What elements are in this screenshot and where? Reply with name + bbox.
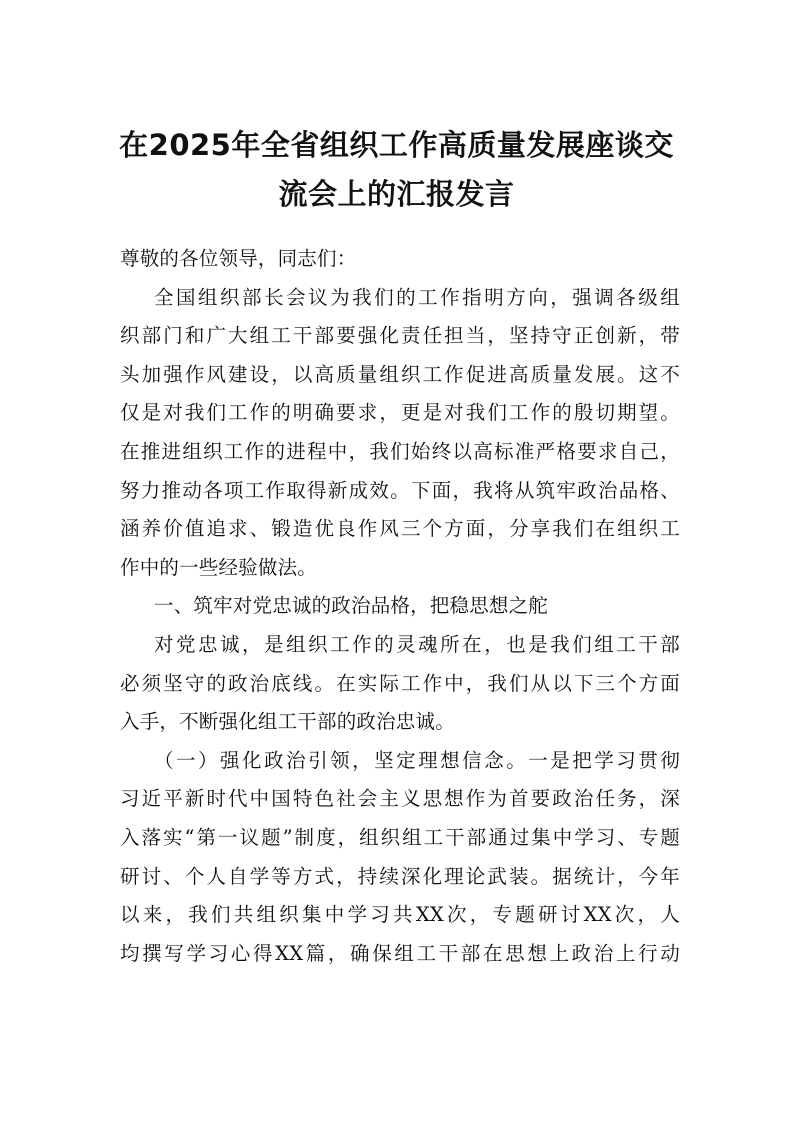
document-title-line-2: 流会上的汇报发言 [278,177,515,211]
paragraph-1-line-3: 头加强作风建设，以高质量组织工作促进高质量发展。这不 [120,362,680,386]
paragraph-3-line-6: 均撰写学习心得XX篇，确保组工干部在思想上政治上行动 [120,941,680,965]
paragraph-2-line-2: 必须坚守的政治底线。在实际工作中，我们从以下三个方面 [120,671,680,695]
paragraph-1-line-2: 织部门和广大组工干部要强化责任担当，坚持守正创新，带 [120,324,680,348]
paragraph-3-line-2: 习近平新时代中国特色社会主义思想作为首要政治任务，深 [120,787,680,811]
paragraph-3-line-4: 研讨、个人自学等方式，持续深化理论武装。据统计，今年 [120,864,680,888]
paragraph-1-line-8: 作中的一些经验做法。 [120,555,318,579]
paragraph-1-line-6: 努力推动各项工作取得新成效。下面，我将从筑牢政治品格、 [120,478,680,502]
salutation: 尊敬的各位领导，同志们： [120,247,357,270]
paragraph-3-line-3: 入落实“第一议题”制度，组织组工干部通过集中学习、专题 [120,825,680,849]
paragraph-1-line-4: 仅是对我们工作的明确要求，更是对我们工作的殷切期望。 [120,401,680,425]
paragraph-1-line-5: 在推进组织工作的进程中，我们始终以高标准严格要求自己， [120,439,680,463]
paragraph-2-line-1: 对党忠诚，是组织工作的灵魂所在，也是我们组工干部 [154,632,680,656]
section-1-heading: 一、筑牢对党忠诚的政治品格，把稳思想之舵 [154,594,549,618]
paragraph-1-line-7: 涵养价值追求、锻造优良作风三个方面，分享我们在组织工 [120,517,680,541]
paragraph-3-line-1: （一）强化政治引领，坚定理想信念。一是把学习贯彻 [154,748,680,772]
document-body [120,240,680,973]
paragraph-2-line-3: 入手，不断强化组工干部的政治忠诚。 [120,710,455,734]
paragraph-3-line-5: 以来，我们共组织集中学习共XX次，专题研讨XX次，人 [120,903,680,927]
paragraph-1-line-1: 全国组织部长会议为我们的工作指明方向，强调各级组 [154,285,680,309]
document-title-line-1: 在2025年全省组织工作高质量发展座谈交 [119,128,674,162]
